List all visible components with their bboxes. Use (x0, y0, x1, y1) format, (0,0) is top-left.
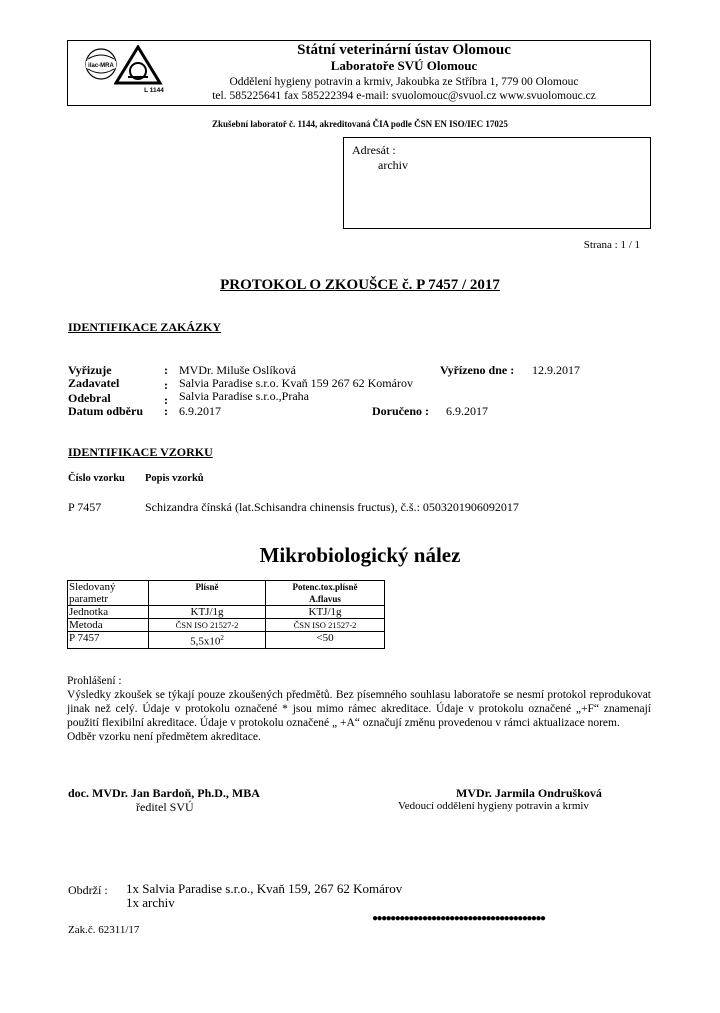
department-address: Oddělení hygieny potravin a krmiv, Jakoubka ze Stříbra 1, 779 00 Olomouc (229, 76, 579, 88)
institute-name: Státní veterinární ústav Olomouc (297, 42, 511, 58)
recipients-label: Obdrží : (68, 883, 108, 897)
left-signatory-name: doc. MVDr. Jan Bardoň, Ph.D., MBA (68, 786, 260, 800)
results-table (67, 580, 385, 649)
param-label-line2: parametr (69, 593, 109, 605)
sample-row-label: P 7457 (68, 632, 149, 649)
method-aflavus: ČSN ISO 21527-2 (266, 619, 385, 632)
lab-name: Laboratoře SVÚ Olomouc (330, 58, 478, 73)
table-row (68, 632, 385, 649)
result-molds-exponent: 2 (220, 634, 224, 642)
result-molds-base: 5,5x10 (190, 635, 221, 648)
result-aflavus: <50 (266, 632, 385, 649)
result-molds (149, 632, 266, 649)
method-label: Metoda (68, 619, 149, 632)
column-header-aflavus-line1: Potenc.tox.plísně (292, 582, 358, 592)
sample-description: Schizandra čínská (lat.Schisandra chinensis fructus), č.š.: 0503201906092017 (145, 500, 519, 514)
addressee-box (343, 137, 651, 229)
sample-number: P 7457 (68, 500, 102, 514)
contact-line: tel. 585225641 fax 585222394 e-mail: svuolomouc@svuol.cz www.svuolomouc.cz (212, 90, 596, 102)
table-row (68, 581, 385, 606)
unit-label: Jednotka (68, 606, 149, 619)
completed-value: 12.9.2017 (532, 363, 580, 377)
table-row (68, 619, 385, 632)
right-signatory-title: Vedoucí oddělení hygieny potravin a krmiv (398, 800, 589, 812)
column-header-aflavus-line2: A.flavus (309, 594, 341, 604)
header-box (67, 40, 651, 106)
client-label: Zadavatel (68, 376, 120, 390)
handled-by-value: MVDr. Miluše Oslíková (179, 363, 296, 377)
colon: : (164, 378, 168, 392)
recipient-line-2: 1x archiv (126, 895, 175, 910)
sampling-date-value: 6.9.2017 (179, 404, 221, 418)
svg-text:ilac-MRA: ilac-MRA (88, 63, 114, 69)
addressee-value: archiv (378, 158, 408, 172)
completed-label: Vyřízeno dne : (440, 363, 515, 377)
column-header-molds-label: Plísně (195, 582, 219, 592)
end-marker: ●●●●●●●●●●●●●●●●●●●●●●●●●●●●●●●●●●●●●● (372, 913, 545, 924)
handled-by-label: Vyřizuje (68, 363, 112, 377)
sampling-date-label: Datum odběru (68, 404, 144, 418)
param-label-line1: Sledovaný (69, 581, 116, 593)
client-value: Salvia Paradise s.r.o. Kvaň 159 267 62 Komárov (179, 376, 413, 390)
colon: : (164, 363, 168, 377)
svg-text:L 1144: L 1144 (144, 87, 164, 94)
column-header-molds (149, 581, 266, 606)
recipient-line-1: 1x Salvia Paradise s.r.o., Kvaň 159, 267 62 Komárov (126, 881, 403, 896)
order-number: Zak.č. 62311/17 (68, 924, 140, 936)
declaration (67, 674, 651, 744)
order-section-title: IDENTIFIKACE ZAKÁZKY (68, 320, 222, 334)
declaration-text: Výsledky zkoušek se týkají pouze zkoušených předmětů. Bez písemného souhlasu laboratoře se nesmí protokol reprodukovat jinak než celý. Údaje v protokolu označené * jsou mimo rámec akreditace. Údaje v protokolu označené „+F“ znamenají použití flexibilní akreditace. Údaje v protokolu označené „ +A“ označují změnu provedenou v rámci aktualizace norem. (67, 689, 651, 729)
table-row (68, 606, 385, 619)
protocol-title: PROTOKOL O ZKOUŠCE č. P 7457 / 2017 (220, 277, 500, 293)
right-signatory-name: MVDr. Jarmila Ondrušková (456, 786, 602, 800)
colon: : (164, 404, 168, 418)
sample-number-header: Číslo vzorku (68, 473, 125, 484)
sample-description-header: Popis vzorků (145, 473, 204, 484)
declaration-note: Odběr vzorku není předmětem akreditace. (67, 731, 261, 743)
delivered-value: 6.9.2017 (446, 404, 488, 418)
param-label-cell (68, 581, 149, 606)
declaration-title: Prohlášení : (67, 675, 122, 687)
accreditation-line: Zkušební laboratoř č. 1144, akreditovaná ČIA podle ČSN EN ISO/IEC 17025 (212, 119, 508, 129)
unit-molds: KTJ/1g (149, 606, 266, 619)
column-header-aflavus (266, 581, 385, 606)
unit-aflavus: KTJ/1g (266, 606, 385, 619)
sampler-label: Odebral (68, 391, 111, 405)
method-molds: ČSN ISO 21527-2 (149, 619, 266, 632)
delivered-label: Doručeno : (372, 404, 429, 418)
sample-section-title: IDENTIFIKACE VZORKU (68, 445, 213, 459)
sampler-value: Salvia Paradise s.r.o.,Praha (179, 389, 309, 403)
addressee-label: Adresát : (352, 143, 396, 157)
left-signatory-title: ředitel SVÚ (136, 800, 194, 814)
page-number: Strana : 1 / 1 (583, 239, 640, 251)
results-title: Mikrobiologický nález (259, 543, 461, 567)
colon: : (164, 393, 168, 407)
